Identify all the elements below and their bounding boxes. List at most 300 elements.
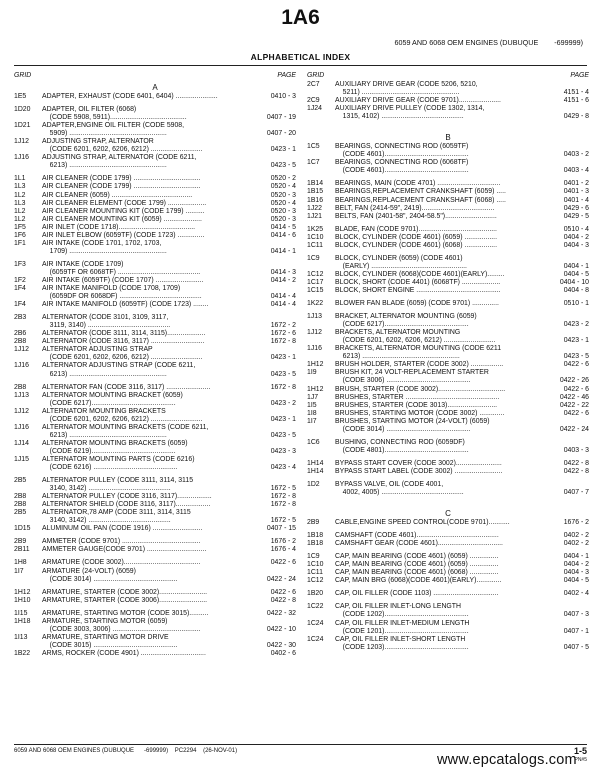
entry-description: AIR INLET ELBOW (6059TF) (CODE 1723) .............. bbox=[42, 231, 205, 239]
index-entry bbox=[307, 402, 589, 410]
entry-page: 0422 - 46 bbox=[559, 393, 589, 401]
index-entry bbox=[14, 122, 296, 138]
right-column bbox=[307, 72, 589, 652]
entry-description: ADJUSTING STRAP, ALTERNATOR (CODE 6201, 6202, 6206, 6212) ........................... bbox=[42, 138, 203, 154]
entry-grid: 1H10 bbox=[14, 596, 31, 604]
entry-description: ADAPTER, EXHAUST (CODE 6401, 6404) ...................... bbox=[42, 93, 218, 100]
index-entry bbox=[14, 138, 296, 154]
index-entry bbox=[14, 568, 296, 584]
entry-description: AUXILIARY DRIVE PULLEY (CODE 1302, 1314, 1315, 4102) ........................................... bbox=[335, 105, 485, 121]
entry-grid: 2B9 bbox=[307, 519, 320, 527]
entry-page: 0422 - 8 bbox=[270, 596, 296, 604]
entry-page: 0404 - 8 bbox=[563, 286, 589, 294]
entry-description: BRUSH, STARTER (CODE 3002)................................... bbox=[335, 385, 506, 393]
entry-page: 0404 - 2 bbox=[563, 233, 589, 241]
index-entry bbox=[307, 532, 589, 540]
entry-page: 0422 - 24 bbox=[266, 575, 296, 583]
entry-grid: 1I9 bbox=[307, 369, 317, 377]
entry-grid: 2B8 bbox=[14, 493, 27, 501]
entry-grid: 1F4 bbox=[14, 285, 26, 293]
index-entry bbox=[307, 329, 589, 345]
entry-description: BRACKET, ALTERNATOR MOUNTING (6059) (CODE 6217)............................................ bbox=[335, 313, 477, 329]
entry-description: CAP, MAIN BRG (6068)(CODE 4601)(EARLY)............. bbox=[335, 577, 502, 585]
entry-grid: 1F1 bbox=[14, 239, 26, 247]
entry-description: ARMATURE (24-VOLT) (6059) (CODE 3014) ............................................ bbox=[42, 567, 178, 583]
entry-description: AIR INTAKE (CODE 1701, 1702, 1703, 1709) ................................................... bbox=[42, 239, 167, 255]
index-entry bbox=[14, 493, 296, 501]
entry-grid: 1J13 bbox=[14, 391, 29, 399]
entry-description: ALTERNATOR ADJUSTING STRAP (CODE 6211, 6213) ................................................... bbox=[42, 362, 196, 378]
index-entry bbox=[307, 345, 589, 361]
entry-page: 1672 - 5 bbox=[270, 485, 296, 493]
entry-description: BLADE, FAN (CODE 9701)......................................... bbox=[335, 225, 497, 233]
entry-description: CAP, MAIN BEARING (CODE 4601) (6059) ............... bbox=[335, 553, 499, 561]
entry-description: AIR CLEANER MOUNTING KIT (CODE 1799) .......... bbox=[42, 207, 205, 215]
entry-description: CAP, OIL FILLER INLET-LONG LENGTH (CODE 1202)............................................ bbox=[335, 603, 469, 619]
entry-grid: 1J24 bbox=[307, 105, 322, 113]
entry-description: ALTERNATOR MOUNTING PARTS (CODE 6216) (CODE 6216) ............................................ bbox=[42, 455, 195, 472]
index-title: ALPHABETICAL INDEX bbox=[250, 52, 351, 62]
entry-page: 0423 - 2 bbox=[270, 399, 296, 407]
entry-description: AIR INLET (CODE 1718)........................................ bbox=[42, 223, 196, 231]
entry-grid: 1I7 bbox=[307, 417, 317, 425]
entry-grid: 1I7 bbox=[14, 567, 24, 575]
entry-description: ALTERNATOR PULLEY (CODE 3111, 3114, 3115 3140, 3142) ........................................... bbox=[42, 477, 194, 493]
index-entry bbox=[14, 314, 296, 330]
entry-description: ALTERNATOR (CODE 3101, 3109, 3117, 3119, 3140) ........................................... bbox=[42, 314, 171, 330]
entry-description: AIR INTAKE (CODE 1709) (6059TF OR 6068TF) ........................................... bbox=[42, 260, 201, 276]
entry-description: AIR CLEANER (6059) .......................................... bbox=[42, 191, 193, 199]
entry-description: ALTERNATOR PULLEY (CODE 3116, 3117).................. bbox=[42, 493, 212, 501]
entry-page: 0401 - 2 bbox=[563, 180, 589, 188]
index-entry bbox=[307, 369, 589, 385]
entry-grid: 1C24 bbox=[307, 619, 324, 627]
entry-page: 0404 - 5 bbox=[563, 270, 589, 278]
index-entry bbox=[14, 509, 296, 525]
entry-description: CAMSHAFT GEAR (CODE 4601).................................. bbox=[335, 540, 503, 548]
entry-page: 1676 - 2 bbox=[270, 538, 296, 546]
entry-page: 0422 - 6 bbox=[270, 559, 296, 567]
entry-grid: 1K25 bbox=[307, 225, 324, 233]
column-header bbox=[14, 72, 296, 81]
entry-grid: 1J7 bbox=[307, 393, 319, 401]
entry-grid: 1F3 bbox=[14, 260, 26, 268]
entry-grid: 1L3 bbox=[14, 199, 26, 207]
entry-grid: 1D21 bbox=[14, 122, 31, 130]
entry-page: 0404 - 10 bbox=[559, 278, 589, 286]
entry-description: ALTERNATOR MOUNTING BRACKETS (CODE 6201, 6202, 6206, 6212) ........................... bbox=[42, 407, 203, 423]
entry-description: BEARINGS, CONNECTING ROD (6068TF) (CODE 4601)............................................ bbox=[335, 159, 469, 175]
entry-page: 1676 - 4 bbox=[270, 546, 296, 554]
entry-page: 0402 - 2 bbox=[563, 540, 589, 548]
entry-grid: 1C11 bbox=[307, 569, 323, 577]
entry-description: AIR CLEANER (CODE 1799) ................................... bbox=[42, 183, 201, 191]
entry-list bbox=[307, 519, 589, 652]
index-entry bbox=[307, 97, 589, 105]
index-entry bbox=[14, 456, 296, 472]
entry-description: ADAPTER, OIL FILTER (6068) (CODE 5908, 5911)........................................ bbox=[42, 106, 187, 122]
entry-grid: 1H12 bbox=[307, 385, 324, 393]
entry-page: 0422 - 6 bbox=[563, 409, 589, 417]
entry-description: CAP, MAIN BEARING (CODE 4601) (6059) ............... bbox=[335, 561, 499, 569]
index-entry bbox=[307, 226, 589, 234]
entry-page: 0429 - 8 bbox=[563, 113, 589, 121]
footer-rule bbox=[14, 744, 587, 745]
index-entry bbox=[307, 603, 589, 619]
entry-grid: 2C9 bbox=[307, 97, 320, 105]
entry-grid: 1J21 bbox=[307, 212, 322, 220]
entry-page: 0407 - 5 bbox=[563, 643, 589, 651]
grid-label: GRID bbox=[307, 72, 325, 79]
entry-description: BYPASS VALVE, OIL (CODE 4001, 4002, 4005) ........................................... bbox=[335, 480, 464, 497]
entry-grid: 2C7 bbox=[307, 81, 320, 88]
entry-description: ARMATURE (CODE 3002)........................................ bbox=[42, 559, 201, 567]
entry-page: 0422 - 8 bbox=[563, 459, 589, 467]
entry-grid: 1C17 bbox=[307, 278, 324, 286]
entry-grid: 2B5 bbox=[14, 477, 27, 485]
entry-grid: 1H14 bbox=[307, 467, 324, 475]
entry-grid: 1F5 bbox=[14, 223, 26, 231]
entry-grid: 2B3 bbox=[14, 314, 27, 322]
entry-grid: 1C22 bbox=[307, 603, 324, 611]
entry-page: 0422 - 30 bbox=[266, 641, 296, 649]
column-header bbox=[307, 72, 589, 81]
index-entry bbox=[14, 106, 296, 122]
page-code: 1A6 bbox=[281, 6, 320, 29]
entry-grid: 2B6 bbox=[14, 330, 27, 338]
entry-page: 0520 - 3 bbox=[270, 207, 296, 215]
entry-description: BLOWER FAN BLADE (6059) (CODE 9701) .............. bbox=[335, 300, 499, 308]
entry-grid: 1C9 bbox=[307, 254, 320, 262]
entry-page: 0404 - 3 bbox=[563, 241, 589, 249]
entry-page: 0407 - 3 bbox=[563, 611, 589, 619]
entry-page: 0520 - 4 bbox=[270, 199, 296, 207]
index-entry bbox=[14, 589, 296, 597]
index-entry bbox=[307, 255, 589, 271]
entry-page: 0423 - 1 bbox=[270, 354, 296, 362]
entry-grid: 1C24 bbox=[307, 635, 324, 643]
entry-description: AIR INTAKE (6059TF) (CODE 1707) ......................... bbox=[42, 276, 204, 284]
entry-description: CAP, MAIN BEARING (CODE 4601) (6068) ............... bbox=[335, 569, 499, 577]
index-entry bbox=[14, 610, 296, 618]
entry-page: 1672 - 5 bbox=[270, 517, 296, 525]
entry-page: 0423 - 5 bbox=[563, 353, 589, 361]
entry-description: CAP, OIL FILLER INLET-MEDIUM LENGTH (CODE 1201)............................................ bbox=[335, 619, 470, 635]
index-entry bbox=[14, 330, 296, 338]
index-entry bbox=[14, 200, 296, 208]
entry-description: ARMATURE, STARTING MOTOR (CODE 3015).......... bbox=[42, 609, 209, 617]
entry-description: ALTERNATOR ADJUSTING STRAP (CODE 6201, 6202, 6206, 6212) ........................... bbox=[42, 346, 203, 362]
entry-description: BRACKETS, ALTERNATOR MOUNTING (CODE 6201, 6202, 6206, 6212) ........................... bbox=[335, 329, 496, 345]
entry-grid: 1D2 bbox=[307, 480, 320, 488]
section-gap bbox=[307, 121, 589, 131]
entry-description: ALTERNATOR MOUNTING BRACKETS (CODE 6211, 6213) ................................................... bbox=[42, 423, 209, 439]
entry-grid: 2B8 bbox=[14, 338, 27, 346]
index-entry bbox=[307, 234, 589, 242]
index-entry bbox=[307, 242, 589, 250]
index-entry bbox=[14, 338, 296, 346]
entry-page: 1676 - 2 bbox=[563, 519, 589, 527]
index-entry bbox=[307, 569, 589, 577]
entry-grid: 1H12 bbox=[307, 361, 324, 369]
entry-page: 0423 - 5 bbox=[270, 431, 296, 439]
entry-grid: 1B20 bbox=[307, 590, 324, 598]
header-rule bbox=[14, 65, 587, 66]
entry-description: BRUSHES, STARTER (CODE 3013).......................... bbox=[335, 401, 498, 409]
entry-grid: 2B9 bbox=[14, 538, 27, 546]
entry-grid: 1H12 bbox=[14, 588, 31, 596]
index-entry bbox=[14, 408, 296, 424]
entry-page: 0510 - 4 bbox=[563, 225, 589, 233]
left-column bbox=[14, 72, 296, 663]
entry-description: BRUSHES, STARTING MOTOR (CODE 3002) ............. bbox=[335, 409, 505, 417]
entry-description: BYPASS START LABEL (CODE 3002) ......................... bbox=[335, 467, 503, 475]
entry-grid: 2B8 bbox=[14, 383, 27, 391]
entry-description: BEARINGS,REPLACEMENT CRANKSHAFT (6068) ..... bbox=[335, 196, 506, 204]
entry-page: 0423 - 5 bbox=[270, 162, 296, 170]
index-entry bbox=[14, 477, 296, 493]
entry-description: ALUMINUM OIL PAN (CODE 1916) .......................... bbox=[42, 525, 203, 533]
entry-grid: 1H18 bbox=[14, 617, 31, 625]
entry-grid: 1K22 bbox=[307, 300, 324, 308]
entry-description: BRUSH HOLDER, STARTER (CODE 3002) ................. bbox=[335, 361, 504, 369]
entry-page: 0407 - 15 bbox=[266, 525, 296, 533]
entry-description: BEARINGS, CONNECTING ROD (6059TF) (CODE 4601)............................................ bbox=[335, 143, 469, 159]
index-entry bbox=[307, 143, 589, 159]
entry-page: 1672 - 6 bbox=[270, 330, 296, 338]
entry-grid: 2B5 bbox=[14, 509, 27, 517]
index-entry bbox=[307, 540, 589, 548]
entry-description: BLOCK, CYLINDER (6068)(CODE 4601)(EARLY)......... bbox=[335, 270, 505, 278]
entry-grid: 1D15 bbox=[14, 525, 31, 533]
entry-page: 1672 - 8 bbox=[270, 338, 296, 346]
page-sub-number: PN#5 bbox=[574, 757, 587, 763]
entry-page: 0403 - 3 bbox=[563, 446, 589, 454]
entry-page: 0404 - 5 bbox=[563, 577, 589, 585]
entry-list bbox=[307, 81, 589, 121]
index-entry bbox=[14, 208, 296, 216]
index-entry bbox=[307, 439, 589, 455]
entry-description: ALTERNATOR (CODE 3116, 3117) ............................ bbox=[42, 338, 205, 346]
entry-page: 4151 - 4 bbox=[563, 89, 589, 97]
entry-grid: 1I13 bbox=[14, 633, 28, 641]
index-entry bbox=[14, 224, 296, 232]
entry-page: 0423 - 1 bbox=[563, 337, 589, 345]
entry-description: BLOCK, CYLINDER (CODE 4601) (6059) ................. bbox=[335, 233, 497, 241]
index-entry bbox=[307, 460, 589, 468]
entry-grid: 1L1 bbox=[14, 175, 26, 183]
index-entry bbox=[14, 261, 296, 277]
index-entry bbox=[14, 362, 296, 378]
entry-grid: 1L2 bbox=[14, 215, 26, 223]
entry-description: ARMS, ROCKER (CODE 4901) .................................. bbox=[42, 649, 206, 657]
index-entry bbox=[14, 525, 296, 533]
index-entry bbox=[14, 392, 296, 408]
entry-grid: 1C6 bbox=[307, 438, 320, 446]
entry-page: 0520 - 2 bbox=[270, 175, 296, 183]
entry-gap bbox=[14, 658, 296, 663]
index-entry bbox=[307, 468, 589, 476]
entry-grid: 1B14 bbox=[307, 180, 324, 188]
index-entry bbox=[307, 620, 589, 636]
index-entry bbox=[307, 300, 589, 308]
entry-description: CAMSHAFT (CODE 4601)........................................... bbox=[335, 532, 499, 540]
entry-grid: 2B8 bbox=[14, 501, 27, 509]
index-entry bbox=[307, 313, 589, 329]
entry-page: 0403 - 2 bbox=[563, 151, 589, 159]
entry-description: BYPASS START COVER (CODE 3002)........................ bbox=[335, 459, 502, 467]
section-gap bbox=[307, 497, 589, 507]
entry-grid: 1B15 bbox=[307, 188, 324, 196]
entry-grid: 1J12 bbox=[14, 138, 29, 146]
entry-page: 0414 - 2 bbox=[270, 276, 296, 284]
entry-page: 0414 - 4 bbox=[270, 301, 296, 309]
index-entry bbox=[14, 538, 296, 546]
entry-page: 1672 - 8 bbox=[270, 501, 296, 509]
index-entry bbox=[307, 361, 589, 369]
index-entry bbox=[14, 285, 296, 301]
entry-page: 0414 - 6 bbox=[270, 231, 296, 239]
index-entry bbox=[14, 216, 296, 224]
entry-page: 0422 - 32 bbox=[266, 609, 296, 617]
entry-grid: 1C12 bbox=[307, 577, 324, 585]
index-entry bbox=[14, 597, 296, 605]
index-entry bbox=[14, 384, 296, 392]
index-entry bbox=[307, 410, 589, 418]
entry-description: ALTERNATOR (CODE 3111, 3114, 3115).................... bbox=[42, 330, 206, 338]
entry-description: ALTERNATOR SHIELD (CODE 3116, 3117).................. bbox=[42, 501, 211, 509]
index-entry bbox=[307, 188, 589, 196]
index-entry bbox=[307, 561, 589, 569]
entry-grid: 1D20 bbox=[14, 106, 31, 114]
entry-description: BEARINGS,REPLACEMENT CRANKSHAFT (6059) ..... bbox=[335, 188, 506, 196]
index-entry bbox=[14, 277, 296, 285]
entry-description: ALTERNATOR MOUNTING BRACKETS (6059) (CODE 6219)............................................ bbox=[42, 439, 188, 455]
entry-grid: 1L2 bbox=[14, 191, 26, 199]
entry-page: 1672 - 8 bbox=[270, 383, 296, 391]
index-entry bbox=[307, 197, 589, 205]
entry-grid: 1F4 bbox=[14, 301, 26, 309]
page-label: PAGE bbox=[570, 72, 589, 79]
entry-page: 0422 - 6 bbox=[563, 385, 589, 393]
entry-description: ARMATURE, STARTING MOTOR DRIVE (CODE 3015) ............................................ bbox=[42, 633, 178, 649]
entry-grid: 1C15 bbox=[307, 286, 324, 294]
entry-page: 0402 - 4 bbox=[563, 590, 589, 598]
entry-grid: 1J14 bbox=[14, 439, 29, 447]
index-entry bbox=[307, 418, 589, 434]
entry-grid: 1L3 bbox=[14, 183, 26, 191]
entry-description: BEARINGS, MAIN (CODE 4701) ................................. bbox=[335, 180, 501, 188]
page-number: 1-5 bbox=[573, 746, 587, 756]
entry-description: ARMATURE, STARTER (CODE 3006)......................... bbox=[42, 596, 208, 604]
entry-list bbox=[307, 143, 589, 497]
index-entry bbox=[14, 501, 296, 509]
grid-label: GRID bbox=[14, 72, 32, 79]
entry-grid: 1B18 bbox=[307, 532, 324, 540]
entry-grid: 1J16 bbox=[14, 423, 29, 431]
index-entry bbox=[14, 650, 296, 658]
index-entry bbox=[14, 618, 296, 634]
entry-description: BLOCK, SHORT (CODE 4401) (6068TF) .................... bbox=[335, 278, 501, 286]
index-entry bbox=[307, 386, 589, 394]
entry-page: 0404 - 2 bbox=[563, 561, 589, 569]
entry-description: BLOCK, CYLINDER (CODE 4601) (6068) ................. bbox=[335, 241, 497, 249]
index-entry bbox=[307, 180, 589, 188]
entry-grid: 1F6 bbox=[14, 231, 26, 239]
entry-description: BRUSH KIT, 24 VOLT-REPLACEMENT STARTER (CODE 3006) ............................................ bbox=[335, 369, 489, 385]
entry-description: CAP, OIL FILLER INLET-SHORT LENGTH (CODE 1203)............................................ bbox=[335, 635, 469, 651]
watermark-link[interactable]: www.epcatalogs.com bbox=[437, 752, 577, 768]
entry-grid: 1H8 bbox=[14, 559, 27, 567]
entry-page: 0403 - 4 bbox=[563, 167, 589, 175]
entry-grid: 1L2 bbox=[14, 207, 26, 215]
entry-description: ARMATURE, STARTING MOTOR (6059) (CODE 3003, 3006) .............................................. bbox=[42, 617, 201, 633]
index-entry bbox=[14, 424, 296, 440]
index-entry bbox=[307, 271, 589, 279]
index-entry bbox=[14, 301, 296, 309]
entry-description: BRUSHES, STARTER ................................................. bbox=[335, 393, 500, 401]
catalog-subtitle: 6059 AND 6068 OEM ENGINES (DUBUQUE -699999) bbox=[394, 38, 583, 47]
entry-description: BELTS, FAN (2401-58", 2404-58.5")........................... bbox=[335, 212, 497, 220]
entry-description: AIR CLEANER MOUNTING KIT (6059) .................... bbox=[42, 215, 202, 223]
index-entry bbox=[307, 519, 589, 527]
entry-description: ALTERNATOR FAN (CODE 3116, 3117) ....................... bbox=[42, 383, 211, 391]
index-entry bbox=[14, 546, 296, 554]
entry-page: 0422 - 24 bbox=[559, 425, 589, 433]
entry-description: BLOCK, SHORT ENGINE ............................................ bbox=[335, 286, 501, 294]
section-letter-b: B bbox=[445, 133, 451, 143]
entry-grid: 1C12 bbox=[307, 270, 324, 278]
entry-grid: 1J16 bbox=[14, 154, 29, 162]
entry-description: ARMATURE, STARTER (CODE 3002)......................... bbox=[42, 588, 208, 596]
entry-page: 0422 - 26 bbox=[559, 377, 589, 385]
entry-description: ADAPTER,ENGINE OIL FILTER (CODE 5908, 5909) ................................................... bbox=[42, 122, 185, 138]
page-label: PAGE bbox=[277, 72, 296, 79]
section-letter-c: C bbox=[445, 509, 451, 519]
index-entry bbox=[14, 192, 296, 200]
entry-page: 0404 - 1 bbox=[563, 553, 589, 561]
entry-description: AIR INTAKE MANIFOLD (6059TF) (CODE 1723) ........ bbox=[42, 301, 209, 309]
index-entry bbox=[307, 287, 589, 295]
entry-page: 0407 - 7 bbox=[563, 489, 589, 497]
entry-description: CAP, OIL FILLER (CODE 1103) .................................. bbox=[335, 590, 499, 598]
index-entry bbox=[307, 590, 589, 598]
index-entry bbox=[14, 232, 296, 240]
entry-grid: 1J12 bbox=[14, 346, 29, 354]
index-entry bbox=[307, 636, 589, 652]
entry-grid: 1I8 bbox=[307, 409, 317, 417]
entry-grid: 1C7 bbox=[307, 159, 320, 167]
index-entry bbox=[14, 183, 296, 191]
entry-grid: 1I15 bbox=[14, 609, 28, 617]
entry-page: 1672 - 2 bbox=[270, 322, 296, 330]
entry-page: 0404 - 1 bbox=[563, 262, 589, 270]
index-entry bbox=[14, 175, 296, 183]
index-entry bbox=[307, 553, 589, 561]
entry-description: CABLE,ENGINE SPEED CONTROL(CODE 9701)........... bbox=[335, 519, 510, 527]
index-entry bbox=[14, 346, 296, 362]
entry-grid: 1B18 bbox=[307, 540, 324, 548]
entry-list bbox=[14, 93, 296, 663]
entry-page: 0410 - 3 bbox=[270, 93, 296, 100]
entry-grid: 1E5 bbox=[14, 93, 27, 100]
entry-page: 0407 - 20 bbox=[266, 130, 296, 138]
entry-grid: 1J22 bbox=[307, 204, 322, 212]
index-entry bbox=[307, 213, 589, 221]
entry-page: 0402 - 6 bbox=[270, 649, 296, 657]
index-entry bbox=[307, 159, 589, 175]
index-entry bbox=[307, 205, 589, 213]
